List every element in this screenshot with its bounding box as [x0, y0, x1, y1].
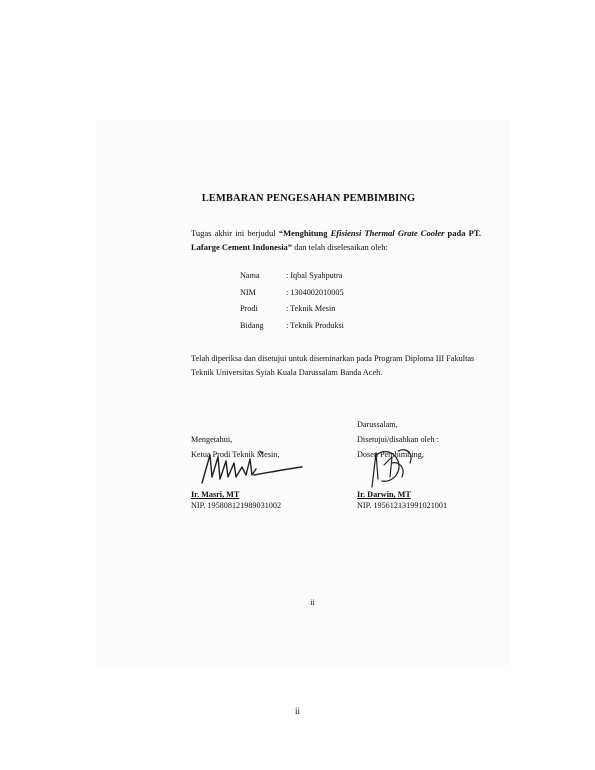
student-info-table	[240, 268, 344, 334]
left-line1: Mengetahui,	[191, 435, 233, 444]
info-row-bidang	[240, 318, 344, 335]
info-label: Prodi	[240, 304, 258, 314]
review-paragraph: Telah diperiksa dan disetujui untuk diseminarkan pada Program Diploma III Fakultas Teknik Universitas Syiah Kuala Darussalam Banda Aceh.	[191, 354, 475, 377]
page-title: LEMBARAN PENGESAHAN PEMBIMBING	[201, 193, 416, 204]
page-number-outer: ii	[294, 706, 300, 716]
info-row-nama	[240, 268, 344, 285]
info-label: NIM	[240, 287, 256, 297]
info-value: : Iqbal Syahputra	[286, 271, 343, 280]
intro-bold-italic: Efisiensi Thermal Grate Cooler	[330, 228, 445, 238]
info-row-prodi	[240, 301, 344, 318]
info-value: : Teknik Mesin	[286, 304, 336, 314]
intro-prefix: Tugas akhir ini berjudul	[191, 228, 279, 238]
info-value: : 1304002010005	[286, 287, 344, 297]
right-line2: Disetujui/disahkan oleh :	[357, 435, 439, 444]
page-number-inner: ii	[310, 597, 315, 607]
left-signer-name: Ir. Masri, MT	[191, 490, 240, 499]
left-signer-nip: NIP. 195808121989031002	[191, 501, 282, 510]
right-signer	[357, 489, 447, 511]
info-row-nim	[240, 285, 344, 302]
right-signer-name: Ir. Darwin, MT	[357, 490, 411, 499]
intro-bold-mid: pada PT. Lafarge Cement Indonesia”	[191, 228, 481, 252]
info-value: : Teknik Produksi	[286, 320, 344, 330]
left-line2: Ketua Prodi Teknik Mesin,	[191, 450, 280, 459]
intro-suffix: dan telah diselesaikan oleh:	[292, 242, 388, 252]
right-signer-nip: NIP. 195612131991021001	[357, 501, 448, 510]
right-line1: Darussalam,	[357, 420, 398, 429]
right-line3: Dosen Pembimbing,	[357, 450, 424, 459]
intro-bold-open: “Menghitung	[278, 228, 331, 238]
signature-right-icon	[362, 443, 422, 489]
signature-left-icon	[196, 447, 306, 487]
info-label: Bidang	[240, 320, 264, 330]
info-label: Nama	[240, 271, 260, 280]
intro-paragraph	[191, 226, 481, 254]
left-signer	[191, 489, 281, 511]
